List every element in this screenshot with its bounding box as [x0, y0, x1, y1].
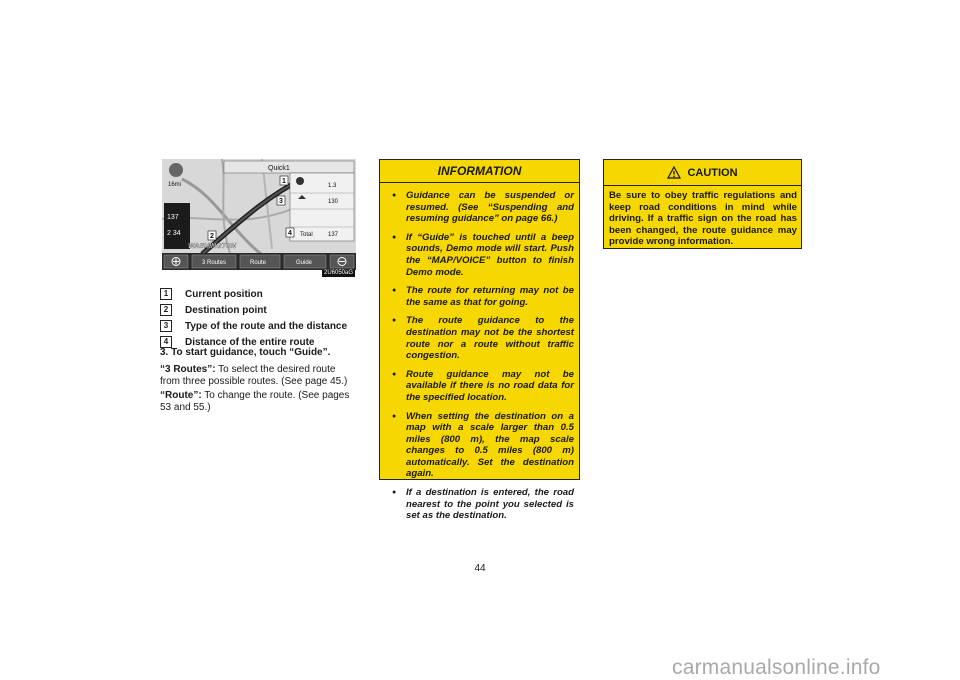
route-button: Route — [250, 260, 267, 266]
information-title: INFORMATION — [380, 160, 579, 183]
screen-title: Quick1 — [268, 165, 290, 172]
total-distance: 137 — [328, 232, 339, 238]
3-routes-button: 3 Routes — [202, 260, 227, 266]
scale-label: 16mi — [168, 182, 182, 188]
time-readout: 2 34 — [167, 230, 181, 237]
information-list — [380, 183, 579, 522]
information-item: ● Guidance can be suspended or resumed. (See “Suspending and resuming guidance” on page 66.) — [392, 190, 574, 225]
legend-number: 1 — [160, 288, 172, 300]
route-paragraph — [160, 390, 358, 414]
information-item: ● If “Guide” is touched until a beep sounds, Demo mode will start. Push the “MAP/VOICE” button to finish Demo mode. — [392, 232, 574, 278]
warning-triangle-icon — [667, 166, 681, 179]
information-item: ● The route for returning may not be the same as that for going. — [392, 285, 574, 308]
callout-3: 3 — [279, 198, 283, 205]
3-routes-term: “3 Routes”: — [160, 364, 216, 375]
step-instruction: 3. To start guidance, touch “Guide”. — [160, 347, 331, 358]
information-item: ● If a destination is entered, the road nearest to the point you selected is set as the destination. — [392, 487, 574, 522]
callout-2: 2 — [210, 233, 214, 240]
navigation-screen-image — [162, 159, 356, 270]
information-item: ● The route guidance to the destination may not be the shortest route nor a route without traffic congestion. — [392, 315, 574, 361]
information-item: ● Route guidance may not be available if there is no road data for the specified location. — [392, 369, 574, 404]
legend-item — [160, 318, 347, 334]
callout-4: 4 — [288, 230, 292, 237]
place-label: WASHINGTON — [188, 243, 237, 250]
caution-header — [604, 160, 801, 186]
information-box — [379, 159, 580, 522]
route2-distance: 130 — [328, 199, 339, 205]
3-routes-description: To select the desired route from three possible routes. (See page 45.) — [160, 364, 348, 387]
legend-text: Current position — [185, 288, 263, 300]
legend-text: Destination point — [185, 304, 267, 316]
watermark: carmanualsonline.info — [672, 656, 881, 679]
caution-text: Be sure to obey traffic regulations and keep road conditions in mind while driving. If a traffic sign on the road has been changed, the route guidance may provide wrong information. — [609, 190, 797, 248]
legend-text: Type of the route and the distance — [185, 320, 348, 332]
information-item: ● When setting the destination on a map with a scale larger than 0.5 miles (800 m), the map scale changes to 0.5 miles (800 m) automatically. Set the destination again. — [392, 411, 574, 481]
legend-number: 2 — [160, 304, 172, 316]
speed-readout: 137 — [167, 214, 179, 221]
legend-number: 3 — [160, 320, 172, 332]
caution-title: CAUTION — [687, 166, 738, 179]
legend-text: Distance of the entire route — [185, 336, 315, 348]
legend-number: 4 — [160, 336, 172, 348]
page-number: 44 — [474, 563, 486, 574]
total-label: Total — [300, 232, 313, 238]
route-term: “Route”: — [160, 390, 202, 401]
callout-1: 1 — [282, 178, 286, 185]
legend-item — [160, 302, 347, 318]
image-code: 2U6050aG — [324, 270, 354, 276]
route1-distance: 1.3 — [328, 183, 337, 189]
caution-box — [603, 159, 802, 249]
legend-item — [160, 286, 347, 302]
callout-legend — [160, 286, 347, 350]
3-routes-paragraph — [160, 364, 358, 388]
route-description: To change the route. (See pages 53 and 55.) — [160, 390, 350, 413]
guide-button: Guide — [296, 260, 313, 266]
